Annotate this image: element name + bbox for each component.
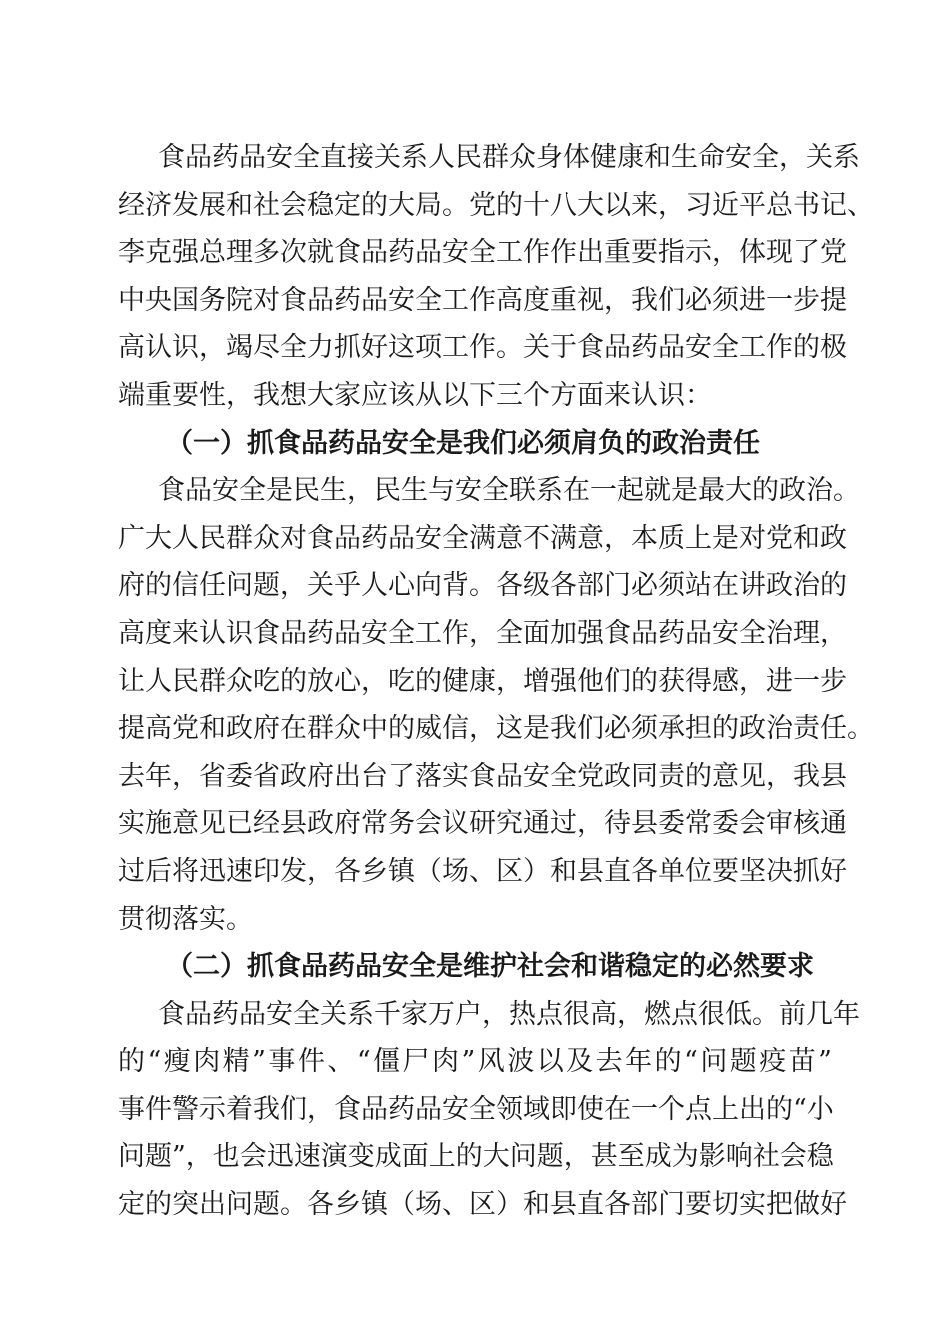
paragraph-intro bbox=[118, 134, 874, 420]
text-line: 府的信任问题，关乎人心向背。各级各部门必须站在讲政治的 bbox=[118, 570, 847, 602]
text-line: 食品安全是民生，民生与安全联系在一起就是最大的政治。 bbox=[158, 475, 860, 507]
text-line: 贯彻落实。 bbox=[118, 903, 253, 935]
text-line: 广大人民群众对食品药品安全满意不满意，本质上是对党和政 bbox=[118, 522, 847, 554]
heading-text: （一）抓食品药品安全是我们必须肩负的政治责任 bbox=[166, 427, 760, 459]
text-line: 食品药品安全直接关系人民群众身体健康和生命安全，关系 bbox=[158, 142, 860, 173]
section-heading-1 bbox=[118, 420, 832, 468]
text-line: 李克强总理多次就食品药品安全工作作出重要指示，体现了党 bbox=[118, 237, 847, 269]
text-line: 高度来认识食品药品安全工作，全面加强食品药品安全治理， bbox=[118, 617, 847, 649]
section-heading-2 bbox=[118, 943, 832, 991]
text-line: 让人民群众吃的放心，吃的健康，增强他们的获得感，进一步 bbox=[118, 665, 847, 697]
text-line: 提高党和政府在群众中的威信，这是我们必须承担的政治责任。 bbox=[118, 713, 874, 745]
text-line: 过后将迅速印发，各乡镇（场、区）和县直各单位要坚决抓好 bbox=[118, 855, 847, 887]
text-line: 经济发展和社会稳定的大局。党的十八大以来，习近平总书记、 bbox=[118, 189, 874, 221]
paragraph-section-2 bbox=[118, 991, 860, 1229]
paragraph-section-1 bbox=[118, 467, 874, 943]
text-line: 事件警示着我们，食品药品安全领域即使在一个点上出的“小 bbox=[118, 1093, 834, 1125]
heading-text: （二）抓食品药品安全是维护社会和谐稳定的必然要求 bbox=[166, 951, 814, 983]
document-body bbox=[118, 134, 874, 1229]
text-line: 定的突出问题。各乡镇（场、区）和县直各部门要切实把做好 bbox=[118, 1189, 847, 1221]
text-line: 端重要性，我想大家应该从以下三个方面来认识： bbox=[118, 379, 712, 411]
text-line: 实施意见已经县政府常务会议研究通过，待县委常委会审核通 bbox=[118, 808, 847, 840]
text-line: 去年，省委省政府出台了落实食品安全党政同责的意见，我县 bbox=[118, 760, 847, 792]
text-line: 高认识，竭尽全力抓好这项工作。关于食品药品安全工作的极 bbox=[118, 332, 847, 364]
text-line: 中央国务院对食品药品安全工作高度重视，我们必须进一步提 bbox=[118, 284, 847, 316]
text-line: 的“瘦肉精”事件、“僵尸肉”风波以及去年的“问题疫苗” bbox=[118, 1046, 832, 1078]
text-line: 问题”，也会迅速演变成面上的大问题，甚至成为影响社会稳 bbox=[118, 1141, 834, 1173]
text-line: 食品药品安全关系千家万户，热点很高，燃点很低。前几年 bbox=[158, 998, 860, 1030]
